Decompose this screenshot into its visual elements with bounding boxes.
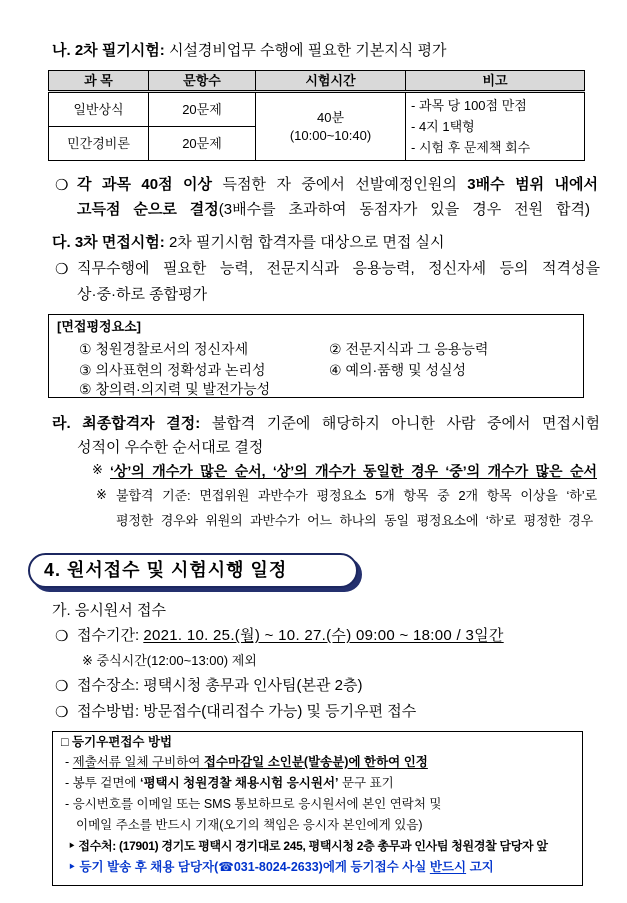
section-da-heading <box>52 233 444 253</box>
criteria-item: ① 청원경찰로서의 정신자세 <box>79 341 249 357</box>
mail-item-2-post: 문구 표기 <box>341 776 394 790</box>
mail-notify-pre: 등기 발송 후 채용 담당자(☎031-8024-2633)에게 등기접수 사실 <box>79 860 427 874</box>
written-pass-bold: 각 과목 40점 이상 <box>77 176 213 193</box>
note-item: - 과목 당 100점 만점 <box>411 98 527 113</box>
reference-mark-icon: ※ <box>96 488 107 503</box>
time-range-text: (10:00~10:40) <box>289 127 372 143</box>
duration-text: 40분 <box>316 109 345 125</box>
interview-eval-line-2: 상·중·하로 종합평가 <box>77 286 208 303</box>
period-value: 2021. 10. 25.(월) ~ 10. 27.(수) 09:00 ~ 18:00 / 3일간 <box>143 627 504 644</box>
subject-cell: 민간경비론 <box>49 127 149 161</box>
section-ra-heading <box>52 414 600 434</box>
mail-item-3-line-2: 이메일 주소를 반드시 기재(오기의 책임은 응시자 본인에게 있음) <box>76 818 423 832</box>
table-header-row <box>49 71 585 92</box>
table-row <box>49 92 585 127</box>
section-na-heading <box>52 41 446 61</box>
fail-note-line-1: 불합격 기준: 면접위원 과반수가 평정요소 5개 항목 중 2개 항목 이상을 ‘하’로 <box>116 488 597 503</box>
method-line: 접수방법: 방문접수(대리접수 가능) 및 등기우편 접수 <box>77 703 417 720</box>
section-ga-heading: 가. 응시원서 접수 <box>52 602 166 619</box>
section-4-title: 4. 원서접수 및 시험시행 일정 <box>44 560 288 580</box>
interview-criteria-title: [면접평정요소] <box>57 319 142 334</box>
registered-mail-title: □ 등기우편접수 방법 <box>61 735 173 749</box>
written-pass-bold: 고득점 순으로 결정 <box>77 201 219 218</box>
mail-notify-post: 고지 <box>469 860 494 874</box>
mail-item-2-bold: ‘평택시 청원경찰 채용시험 응시원서’ <box>140 776 339 790</box>
interview-criteria-box <box>48 314 584 398</box>
circle-bullet-icon: ❍ <box>55 627 69 645</box>
reference-mark-icon: ※ <box>82 654 93 669</box>
mail-item-3 <box>65 795 441 813</box>
note-item: - 4지 1택형 <box>411 119 475 134</box>
lunch-note <box>82 652 257 671</box>
period-label: 접수기간: <box>77 627 140 644</box>
lunch-note-text: 중식시간(12:00~13:00) 제외 <box>96 653 257 668</box>
interview-eval-line-1: 직무수행에 필요한 능력, 전문지식과 응용능력, 정신자세 등의 적격성을 <box>77 260 600 277</box>
circle-bullet-icon: ❍ <box>55 260 69 278</box>
mail-item-3-line-1: 응시번호를 이메일 또는 SMS 통보하므로 응시원서에 본인 연락처 및 <box>72 797 442 811</box>
section-ra-desc-line-2: 성적이 우수한 순서대로 결정 <box>77 439 264 456</box>
mail-address-text: 접수처: (17901) 경기도 평택시 경기대로 245, 평택시청 2층 총무과 인사팀 청원경찰 담당자 앞 <box>78 839 548 853</box>
dash-icon: - <box>65 755 70 769</box>
mail-item-1 <box>65 753 428 771</box>
triangle-bullet-icon: ‣ <box>68 839 76 853</box>
criteria-item: ③ 의사표현의 정확성과 논리성 <box>79 362 266 378</box>
criteria-item: ④ 예의·품행 및 성실성 <box>329 362 467 378</box>
time-cell <box>256 92 406 161</box>
note-item: - 시험 후 문제책 회수 <box>411 140 531 155</box>
dash-icon: - <box>65 797 70 811</box>
section-ra-label: 라. 최종합격자 결정: <box>52 415 201 432</box>
table-header-time: 시험시간 <box>256 71 406 92</box>
circle-bullet-icon: ❍ <box>55 677 69 695</box>
table-header-notes: 비고 <box>406 71 585 92</box>
triangle-bullet-icon: ‣ <box>68 859 76 874</box>
written-pass-line-2 <box>77 200 590 220</box>
mail-address <box>68 837 548 855</box>
table-header-subject: 과 목 <box>49 71 149 92</box>
section-da-desc: 2차 필기시험 합격자를 대상으로 면접 실시 <box>168 234 445 251</box>
section-da-label: 다. 3차 면접시험: <box>52 234 165 251</box>
written-pass-line-1 <box>77 175 598 195</box>
section-na-desc: 시설경비업무 수행에 필요한 기본지식 평가 <box>168 42 447 59</box>
reference-mark-icon: ※ <box>92 463 103 478</box>
subject-cell: 일반상식 <box>49 92 149 127</box>
mail-item-1-plain: 제출서류 일체 구비하여 <box>72 755 201 769</box>
circle-bullet-icon: ❍ <box>55 176 69 194</box>
mail-notify-emph: 반드시 <box>429 860 467 874</box>
mail-item-2 <box>65 774 394 792</box>
section-na-label: 나. 2차 필기시험: <box>52 42 165 59</box>
questions-cell: 20문제 <box>149 92 256 127</box>
section-ra-desc: 불합격 기준에 해당하지 아니한 사람 중에서 면접시험 <box>211 415 601 432</box>
mail-notify <box>68 858 494 876</box>
written-exam-table <box>48 70 585 161</box>
place-line: 접수장소: 평택시청 총무과 인사팀(본관 2층) <box>77 677 363 694</box>
registered-mail-box <box>52 731 583 886</box>
written-pass-bold: 3배수 범위 내에서 <box>467 176 599 193</box>
written-pass-text: (3배수를 초과하여 동점자가 있을 경우 전원 합격) <box>218 201 590 218</box>
fail-note-line-2: 평정한 경우와 위원의 과반수가 어느 하나의 동일 평정요소에 ‘하’로 평정한 경우 <box>116 513 593 528</box>
circle-bullet-icon: ❍ <box>55 703 69 721</box>
section-4-heading-box <box>28 553 358 588</box>
mail-item-1-bold: 접수마감일 소인분(발송분)에 한하여 인정 <box>203 755 428 769</box>
ranking-note-text: ‘상’의 개수가 많은 순서, ‘상’의 개수가 동일한 경우 ‘중’의 개수가 많은 순서 <box>110 463 597 479</box>
dash-icon: - <box>65 776 70 790</box>
table-header-questions: 문항수 <box>149 71 256 92</box>
written-pass-text: 득점한 자 중에서 선발예정인원의 <box>222 176 457 193</box>
mail-item-1-text <box>73 755 428 769</box>
mail-item-2-pre: 봉투 겉면에 <box>72 776 137 790</box>
notes-cell <box>406 92 585 161</box>
criteria-item: ⑤ 창의력·의지력 및 발전가능성 <box>79 381 271 397</box>
period-line <box>77 626 504 646</box>
criteria-item: ② 전문지식과 그 응용능력 <box>329 341 489 357</box>
questions-cell: 20문제 <box>149 127 256 161</box>
